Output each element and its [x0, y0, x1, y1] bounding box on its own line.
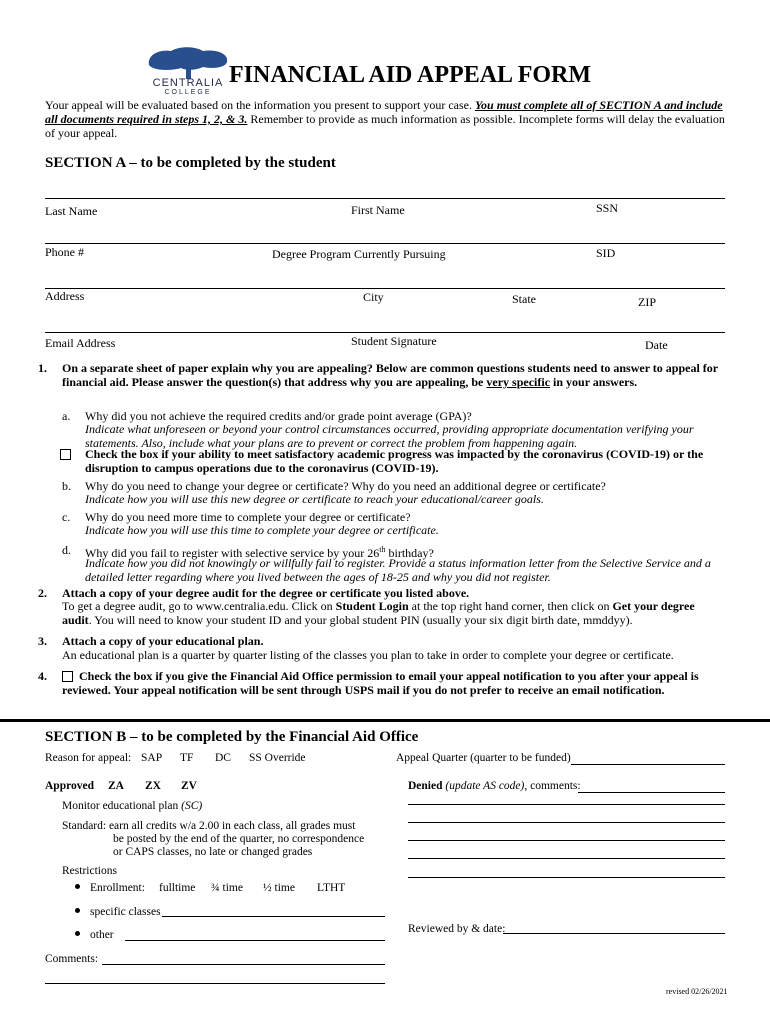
item-2-t1: To get a degree audit, go to www.centralia.edu. Click on: [62, 599, 333, 613]
section-a-heading: SECTION A – to be completed by the student: [45, 155, 336, 171]
row3-line[interactable]: [45, 288, 725, 289]
reason-ss-override[interactable]: SS Override: [249, 752, 306, 764]
specific-bullet: [75, 906, 88, 920]
standard-line-2: be posted by the end of the quarter, no correspondence: [113, 833, 365, 845]
item-c-letter: c.: [62, 510, 71, 524]
denied-line-5[interactable]: [408, 858, 725, 859]
student-login-link: Student Login: [335, 599, 409, 613]
approved-zx[interactable]: ZX: [145, 780, 161, 792]
enrollment-row: [75, 882, 88, 896]
approved-za[interactable]: ZA: [108, 780, 124, 792]
bullet-icon: [75, 884, 80, 889]
item-3-body: An educational plan is a quarter by quarter listing of the classes you plan to take in order to complete your degree or certificate.: [62, 648, 674, 662]
bullet-icon: [75, 908, 80, 913]
item-d-letter: d.: [62, 543, 71, 557]
enrollment-label: Enrollment:: [90, 882, 145, 894]
address-label: Address: [45, 289, 85, 303]
item-a-letter: a.: [62, 409, 71, 423]
first-name-label: First Name: [351, 203, 405, 217]
item-3-heading: Attach a copy of your educational plan.: [62, 634, 264, 648]
item-2-body: [62, 599, 727, 627]
enroll-ltht[interactable]: LTHT: [317, 882, 346, 894]
item-3-number: 3.: [38, 634, 47, 648]
enroll-half[interactable]: ½ time: [263, 882, 295, 894]
denied-line-2[interactable]: [408, 804, 725, 805]
comments-line-2[interactable]: [45, 983, 385, 984]
email-label: Email Address: [45, 336, 116, 350]
reason-tf[interactable]: TF: [180, 752, 194, 764]
logo-text: CENTRALIA: [152, 77, 224, 89]
item-2-t2: at the top right hand corner, then click on: [411, 599, 610, 613]
row1-line[interactable]: [45, 198, 725, 199]
other-label: other: [90, 929, 114, 941]
comments-label: Comments:: [45, 953, 99, 965]
reviewed-label: Reviewed by & date:: [408, 923, 506, 935]
phone-label: Phone #: [45, 245, 84, 259]
section-b-heading: SECTION B – to be completed by the Financial Aid Office: [45, 729, 419, 745]
enroll-fulltime[interactable]: fulltime: [159, 882, 196, 894]
section-separator: [0, 719, 770, 722]
last-name-label: Last Name: [45, 204, 98, 218]
appeal-quarter-label: Appeal Quarter (quarter to be funded): [396, 752, 571, 764]
item-b-letter: b.: [62, 479, 71, 493]
state-label: State: [512, 292, 536, 306]
standard-line-1: Standard: earn all credits w/a 2.00 in each class, all grades must: [62, 820, 356, 832]
item-4-text: Check the box if you give the Financial Aid Office permission to email your appeal notification to you after your appeal is reviewed. Your appeal notification will be sent through USPS mail if you do not prefer to receive an email notification.: [62, 669, 699, 697]
other-line[interactable]: [125, 940, 385, 941]
row4-line[interactable]: [45, 332, 725, 333]
item-d-hint: Indicate how you did not knowingly or willfully fail to register. Provide a status information letter from the Selective Service and a detailed letter regarding where you lived between the ages of 18-25 and why you did not register.: [85, 556, 711, 584]
intro-text: [45, 98, 735, 140]
comments-line-1[interactable]: [102, 964, 385, 965]
item-2-heading: Attach a copy of your degree audit for the degree or certificate you listed above.: [62, 586, 470, 600]
bullet-icon: [75, 931, 80, 936]
logo-subtext: COLLEGE: [164, 89, 212, 96]
item-1-emphasis: very specific: [486, 375, 551, 389]
item-1-end: in your answers.: [553, 375, 638, 389]
restrictions-label: Restrictions: [62, 865, 117, 877]
denied-line-6[interactable]: [408, 877, 725, 878]
item-1-text: [62, 361, 727, 389]
specific-classes-line[interactable]: [162, 916, 385, 917]
item-d-q2: birthday?: [385, 546, 434, 560]
monitor-text: [62, 800, 202, 814]
reason-dc[interactable]: DC: [215, 752, 231, 764]
reviewed-line[interactable]: [503, 933, 725, 934]
appeal-quarter-line[interactable]: [571, 764, 725, 765]
intro-p1: Your appeal will be evaluated based on the information you present to support your case.: [45, 98, 473, 112]
intro-p3: Remember to provide as much information as possible. Incomplete forms will delay the evaluation of your appeal.: [45, 112, 725, 140]
item-4-number: 4.: [38, 669, 47, 683]
item-2-number: 2.: [38, 586, 47, 600]
monitor-code: (SC): [181, 800, 203, 812]
denied-line-4[interactable]: [408, 840, 725, 841]
item-b-question: Why do you need to change your degree or certificate? Why do you need an additional degree or certificate?: [85, 479, 606, 493]
monitor-label: Monitor educational plan: [62, 800, 179, 812]
intro-requirement: You must complete all of SECTION A and include all documents required in steps 1, 2, & 3.: [45, 98, 723, 126]
sid-label: SID: [596, 246, 616, 260]
denied-line-1[interactable]: [578, 792, 725, 793]
denied-label: Denied: [408, 780, 443, 792]
denied-hint: (update AS code): [445, 780, 525, 792]
specific-classes-label: specific classes: [90, 906, 161, 918]
item-d-q1: Why did you fail to register with selective service by your 26: [85, 546, 380, 560]
item-b-hint: Indicate how you will use this new degree or certificate to reach your educational/career goals.: [85, 492, 544, 506]
item-2-t3: . You will need to know your student ID and your global student PIN (usually your six digit birth date, mmddyy).: [88, 613, 633, 627]
item-c-question: Why do you need more time to complete your degree or certificate?: [85, 510, 411, 524]
item-1-main: On a separate sheet of paper explain why you are appealing? Below are common questions students need to answer to appeal for financial aid. Please answer the question(s) that address why you are appealing, be: [62, 361, 718, 389]
approved-zv[interactable]: ZV: [181, 780, 197, 792]
covid-checkbox[interactable]: [60, 449, 71, 460]
revised-date: revised 02/26/2021: [666, 987, 728, 996]
item-c-hint: Indicate how you will use this time to complete your degree or certificate.: [85, 523, 439, 537]
reason-label: Reason for appeal:: [45, 752, 132, 764]
degree-program-label: Degree Program Currently Pursuing: [272, 247, 446, 261]
ssn-label: SSN: [596, 201, 619, 215]
signature-label: Student Signature: [351, 334, 437, 348]
denied-comments: , comments:: [524, 780, 581, 792]
denied-line-3[interactable]: [408, 822, 725, 823]
other-bullet: [75, 929, 88, 943]
approved-label: Approved: [45, 780, 94, 792]
reason-sap[interactable]: SAP: [141, 752, 163, 764]
row2-line[interactable]: [45, 243, 725, 244]
degree-audit-link: Get your degree audit: [62, 599, 695, 627]
item-d-sup: th: [379, 545, 386, 554]
standard-line-3: or CAPS classes, no late or changed grades: [113, 846, 313, 858]
city-label: City: [363, 290, 384, 304]
zip-label: ZIP: [638, 295, 656, 309]
form-title: FINANCIAL AID APPEAL FORM: [229, 62, 592, 88]
date-label: Date: [645, 338, 668, 352]
item-a-question: Why did you not achieve the required credits and/or grade point average (GPA)?: [85, 409, 472, 423]
denied-text: [408, 780, 581, 794]
enroll-three-quarter[interactable]: ¾ time: [211, 882, 243, 894]
covid-text: Check the box if your ability to meet satisfactory academic progress was impacted by the coronavirus (COVID-19) or the disruption to campus operations due to the coronavirus (COVID-19).: [85, 447, 704, 475]
item-1-number: 1.: [38, 361, 47, 375]
item-a-hint: Indicate what unforeseen or beyond your control circumstances occurred, providing appropriate documentation verifying your statements. Also, include what your plans are to prevent or correct the problem from happening again.: [85, 422, 694, 450]
